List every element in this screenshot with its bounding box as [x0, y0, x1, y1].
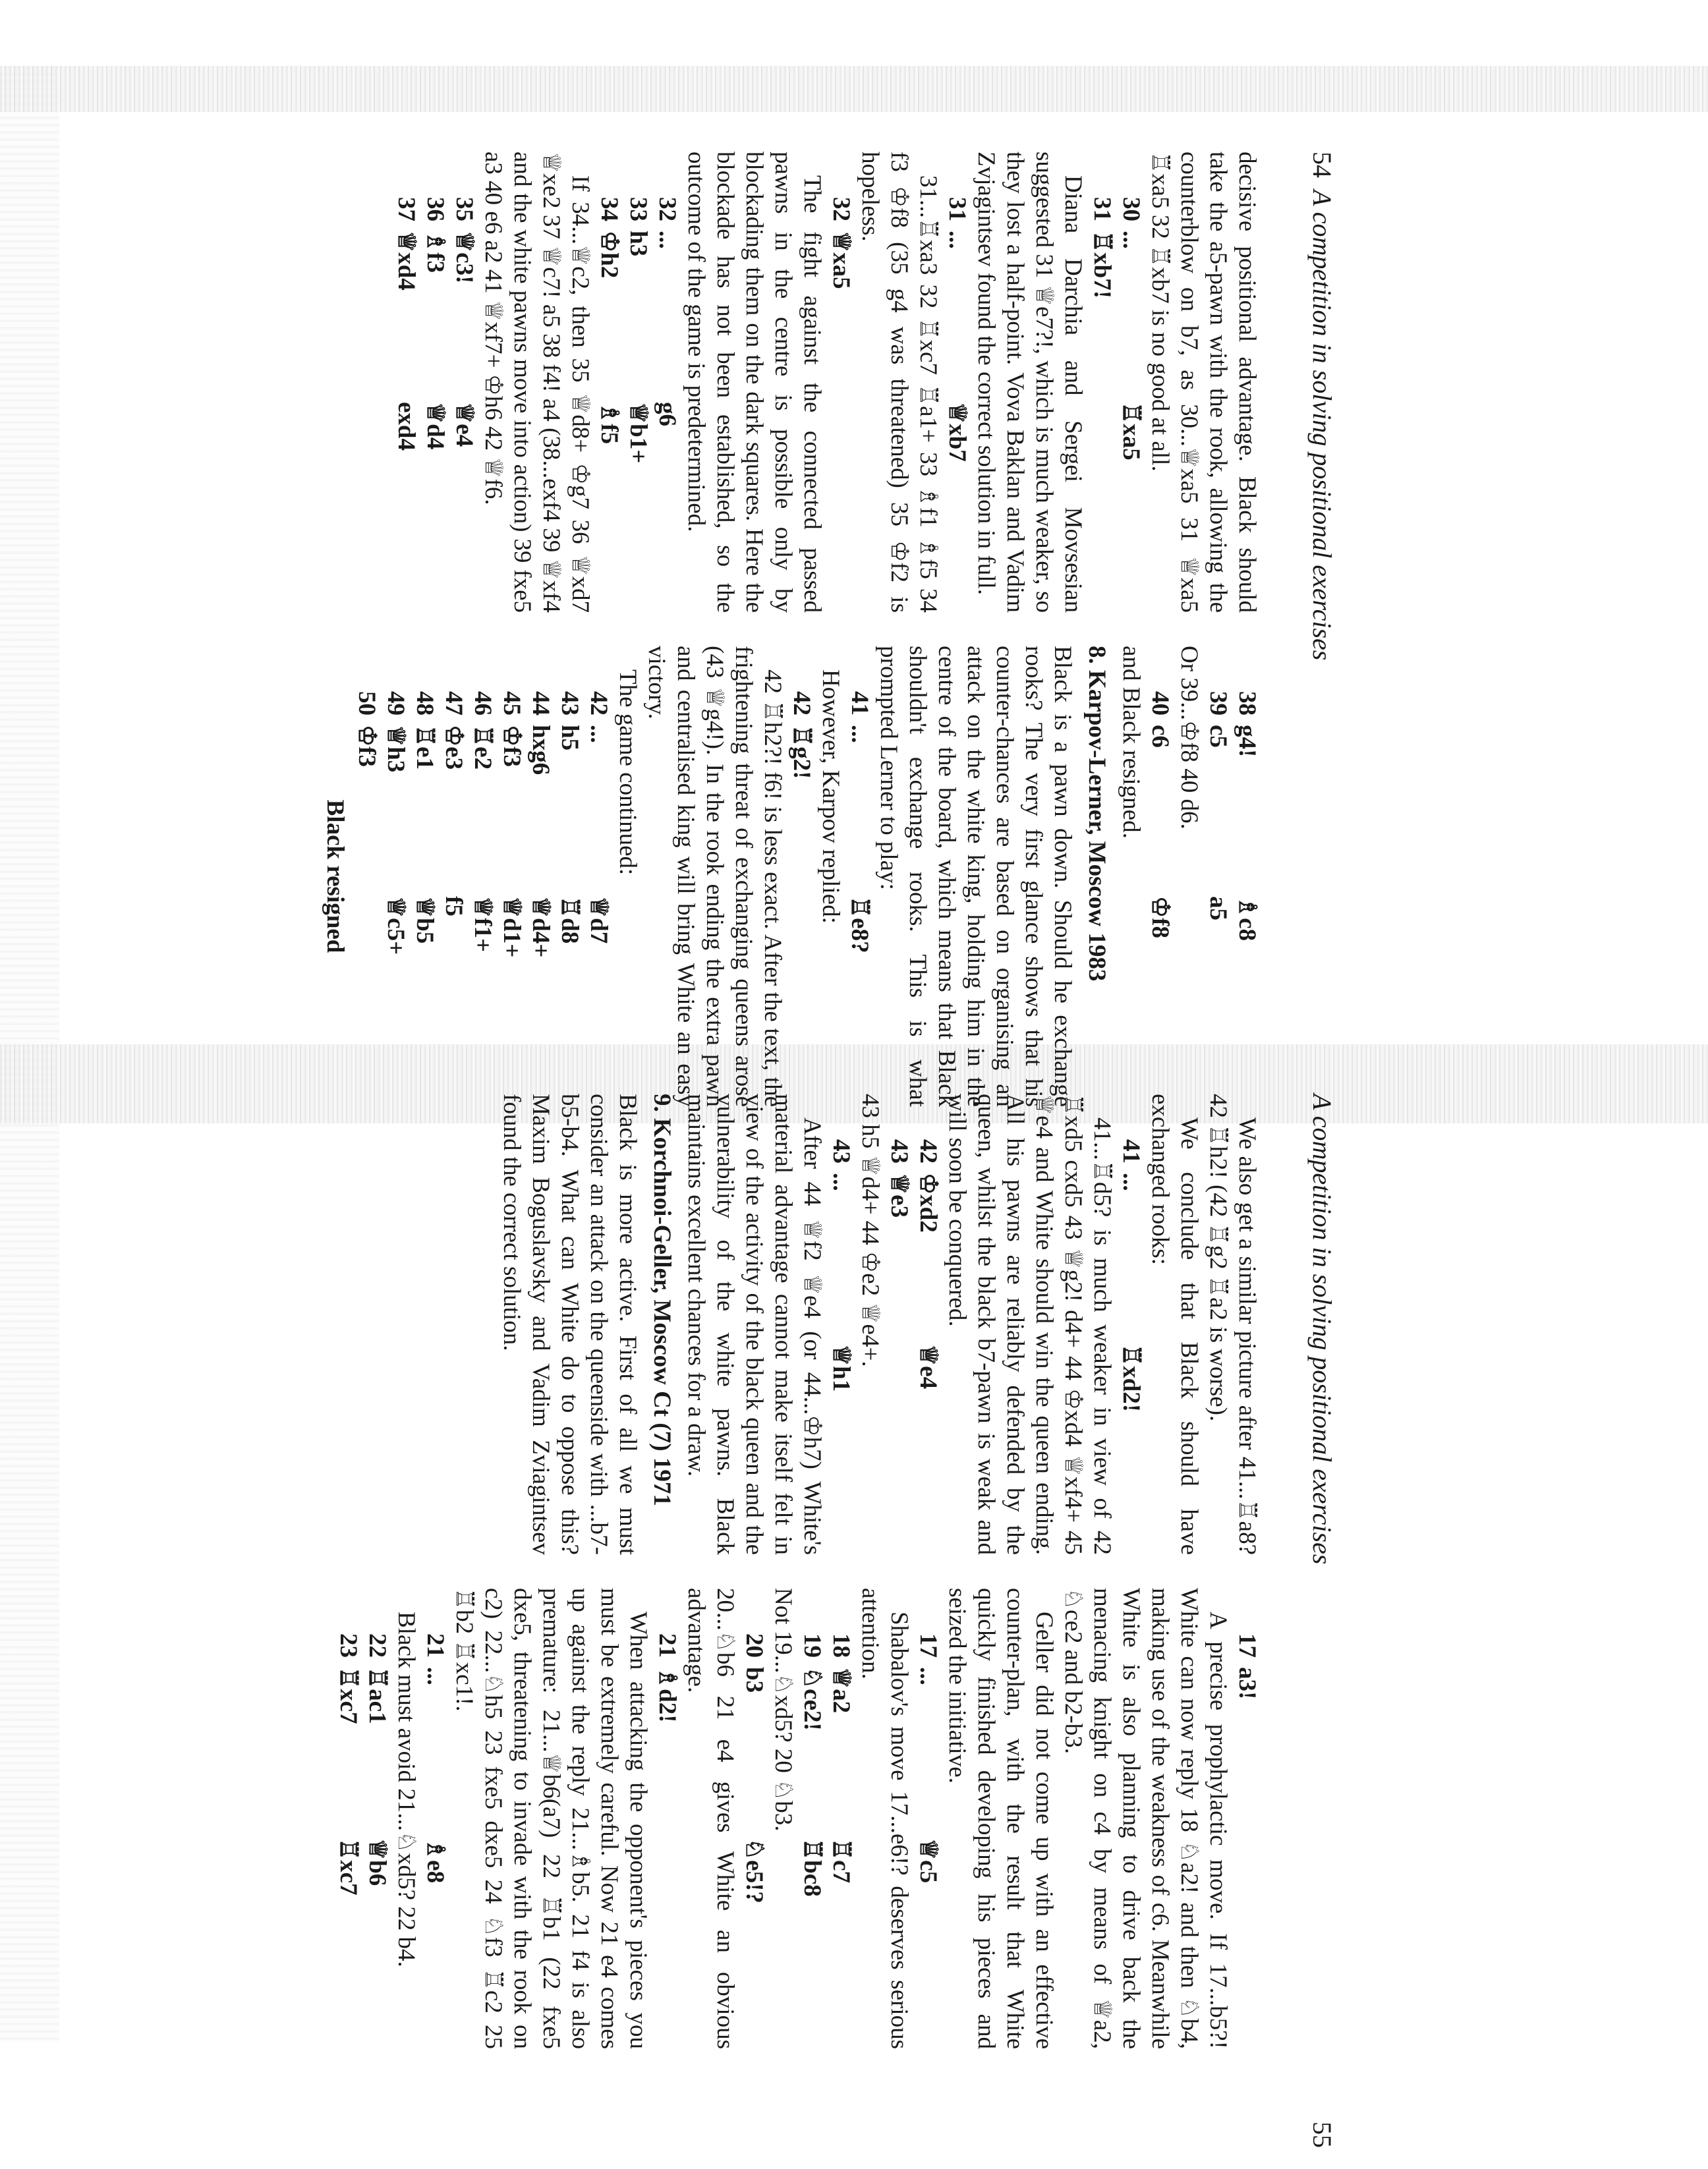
commentary-paragraph: 20...♘b6 21 e4 gives White an obvious advantage. — [682, 1588, 739, 2049]
commentary-paragraph: Not 19...♘xd5? 20 ♘b3. — [769, 1588, 797, 1832]
move-white: g4! — [1234, 725, 1261, 758]
move-line — [1232, 1608, 1261, 2049]
move-black: ♔f8 — [1146, 896, 1174, 938]
move-number: 19 — [798, 1633, 826, 1658]
move-black: ♖d8 — [555, 896, 583, 944]
commentary-paragraph: The fight against the connected passed pawns in the centre is possible only by blockading them on the dark squares. Here the blockade has not been established, so the outcome of the game is predetermined. — [682, 152, 826, 613]
page-number: 54 — [1307, 152, 1337, 178]
move-number: 45 — [498, 691, 525, 716]
commentary-paragraph: If 34...♕c2, then 35 ♕d8+ ♔g7 36 ♕xd7 ♕xe2 37 ♕c7! a5 38 f4! a4 (38...exf4 39 ♕xf4 and the white pawns move into action) 39 fxe5 a3 40 e6 a2 41 ♕xf7+ ♔h6 42 ♕f6. — [479, 152, 594, 613]
move-line — [1116, 1113, 1145, 1555]
move-number: 42 — [584, 691, 612, 716]
move-white: ♖ac1 — [363, 1667, 391, 1724]
move-line — [845, 665, 874, 1107]
move-number: 50 — [353, 691, 380, 716]
move-line — [420, 1608, 449, 2049]
move-white: c5 — [1204, 725, 1232, 748]
move-line — [333, 1608, 362, 2049]
text-column-1 — [333, 1094, 1262, 1555]
move-black — [352, 896, 381, 1048]
commentary-paragraph: Diana Darchia and Sergei Movsesian suggested 31 ♕e7?!, which is much weaker, so they lost a half-point. Vova Baklan and Vadim Zvjagintsev found the correct solution in full. — [972, 152, 1087, 613]
move-number: 49 — [382, 691, 409, 716]
commentary-paragraph: Black is more active. First of all we must consider an attack on the queenside with ...b7-b5-b4. What can White do to oppose this? Maxim Boguslavsky and Vadim Zviagintsev found the correct solution. — [498, 1094, 641, 1555]
running-head-title: A competition in solving positional exercises — [1307, 1094, 1337, 1565]
move-line — [594, 171, 623, 613]
move-black: ♗e8 — [421, 1838, 449, 1884]
running-head — [1301, 1094, 1338, 2148]
move-black: ♗f5 — [595, 402, 623, 444]
commentary-paragraph: After 44 ♕f2 ♕e4 (or 44...♔h7) White's material advantage cannot make itself felt in view of the activity of the black queen and the vulnerability of the white pawns. Black maintains excellent chances for a draw. — [682, 1094, 826, 1555]
move-number: 31 — [943, 197, 971, 221]
move-white: ... — [1117, 1173, 1145, 1191]
move-black: ♕c5+ — [382, 896, 409, 955]
move-black: ♕xb7 — [943, 402, 971, 462]
move-black: ♕f1+ — [469, 896, 496, 953]
move-black: ♕d4+ — [527, 896, 554, 958]
move-black — [787, 896, 816, 1048]
book-page-left — [0, 152, 1338, 1206]
move-white: a3! — [1234, 1667, 1261, 1700]
move-black: a5 — [1204, 896, 1232, 920]
move-number: 33 — [624, 197, 652, 221]
move-number: 42 — [787, 691, 815, 716]
move-black: ♖bc8 — [798, 1838, 826, 1897]
move-number: 39 — [1204, 691, 1232, 716]
move-white: h5 — [555, 725, 583, 751]
commentary-paragraph: We conclude that Black should have exchanged rooks: — [1146, 1094, 1203, 1555]
commentary-paragraph: Black is a pawn down. Should he exchange rooks? The very first glance shows that his counter-chances are based on organising an attack on the white king, holding him in the centre of the board, which means that Black shouldn't exchange rooks. This is what prompted Lerner to play: — [874, 646, 1076, 1107]
move-line — [942, 171, 971, 613]
move-white: ♕xd4 — [392, 231, 420, 291]
move-number: 20 — [740, 1633, 768, 1658]
commentary-paragraph: 41...♖d5? is much weaker in view of 42 ♖xd5 cxd5 43 ♕g2! d4+ 44 ♔xd4 ♕xf4+ 45 ♕e4 and White should win the queen ending. All his pawns are reliably defended by the queen, whilst the black b7-pawn is weak and will soon be conquered. — [943, 1094, 1116, 1555]
move-line — [826, 1608, 855, 2049]
move-line — [1087, 171, 1116, 613]
text-columns — [320, 152, 1262, 1206]
move-line — [449, 171, 478, 613]
move-white: b3 — [740, 1667, 768, 1693]
move-line — [555, 665, 584, 1107]
text-columns — [333, 1094, 1262, 2148]
move-line — [623, 171, 652, 613]
move-white: hxg6 — [527, 725, 554, 775]
move-number: 47 — [440, 691, 467, 716]
move-number: 46 — [469, 691, 496, 716]
move-number: 17 — [1234, 1633, 1261, 1658]
move-white: ... — [914, 1667, 942, 1685]
commentary-paragraph: and Black resigned. — [1117, 646, 1145, 839]
move-number: 21 — [653, 1633, 681, 1658]
move-number: 48 — [411, 691, 438, 716]
move-black: ♖xd2! — [1117, 1344, 1145, 1413]
commentary-paragraph: 42 ♖h2?! f6! is less exact. After the text, the frightening threat of exchanging queens arose (43 ♕g4!). In the rook ending the extra pawn and centralised king will bring White an easy victory. — [642, 646, 786, 1107]
move-number: 44 — [527, 691, 554, 716]
commentary-paragraph: 31...♖xa3 32 ♖xc7 ♖a1+ 33 ♗f1 ♗f5 34 f3 ♔f8 (35 g4 was threatened) 35 ♔f2 is hopeless. — [856, 152, 942, 613]
commentary-paragraph: The game continued: — [613, 669, 641, 876]
commentary-paragraph: Geller did not come up with an effective counter-plan, with the result that White quickly finished developing his pieces and seized the initiative. — [943, 1588, 1058, 2049]
move-white: ... — [827, 1173, 855, 1191]
move-black: ♖c7 — [827, 1838, 855, 1884]
move-number: 34 — [595, 197, 623, 221]
move-black: ♖e8? — [845, 896, 873, 953]
move-line — [526, 665, 555, 1107]
move-number: 43 — [885, 1139, 913, 1164]
move-black: ♗c8 — [1234, 896, 1261, 942]
move-white: ♖g2! — [787, 725, 815, 779]
commentary-paragraph: When attacking the opponent's pieces you must be extremely careful. Now 21 e4 comes up against the reply 21...♗b5. 21 f4 is also premature: 21...♕b6(a7) 22 ♖b1 (22 fxe5 dxe5, threatening to invade with the rook on c2) 22...♘h5 23 fxe5 dxe5 24 ♘f3 ♖c2 25 ♖b2 ♖xc1!. — [450, 1588, 652, 2049]
move-black: ♘e5!? — [740, 1838, 768, 1903]
move-line — [884, 1113, 913, 1555]
move-white: ♗f3 — [421, 231, 449, 273]
move-number: 21 — [421, 1633, 449, 1658]
move-line — [410, 665, 439, 1107]
move-white: ♔f3 — [498, 725, 525, 767]
move-line — [739, 1608, 768, 2049]
result-line: Black resigned — [321, 799, 349, 953]
book-page-right — [0, 1094, 1338, 2148]
move-number: 30 — [1117, 197, 1145, 221]
move-number: 32 — [827, 197, 855, 221]
commentary-paragraph: However, Karpov replied: — [816, 669, 844, 924]
running-head-title: A competition in solving positional exercises — [1307, 190, 1337, 661]
move-number: 22 — [363, 1633, 391, 1658]
game-heading: 9. Korchnoi-Geller, Moscow Ct (7) 1971 — [648, 1094, 675, 1506]
move-white: ... — [421, 1667, 449, 1685]
page-number: 55 — [1307, 2122, 1337, 2148]
move-line — [787, 665, 816, 1107]
move-number: 18 — [827, 1633, 855, 1658]
move-line — [352, 665, 381, 1107]
move-black: ♖xc7 — [334, 1838, 362, 1896]
move-black — [884, 1344, 913, 1496]
move-black: ♕e4 — [450, 402, 478, 447]
scan-noise-top — [0, 66, 1708, 112]
move-white: ... — [1117, 231, 1145, 249]
move-number: 41 — [845, 691, 873, 716]
move-line — [391, 171, 420, 613]
move-white: ♕e3 — [885, 1173, 913, 1218]
move-white: ♕h3 — [382, 725, 409, 773]
move-white: ♕a2 — [827, 1667, 855, 1714]
move-black: ♕e4 — [914, 1344, 942, 1390]
move-line — [1232, 665, 1261, 1107]
move-white: ... — [943, 231, 971, 249]
move-number: 23 — [334, 1633, 362, 1658]
text-column-2 — [333, 1588, 1262, 2049]
move-white: ... — [584, 725, 612, 743]
move-white: ♔xd2 — [914, 1173, 942, 1233]
text-column-2 — [320, 646, 1262, 1107]
move-line — [797, 1608, 826, 2049]
commentary-paragraph: A precise prophylactic move. If 17...b5?! White can now reply 18 ♘a2! and then ♘b4, making use of the weakness of c6. Meanwhile White is also planning to drive back the menacing knight on c4 by means of ♕a2, ♘ce2 and b2-b3. — [1059, 1588, 1232, 2049]
move-white: ♔f3 — [353, 725, 380, 767]
move-number: 43 — [827, 1139, 855, 1164]
move-black — [1087, 402, 1116, 553]
move-black: ♕d1+ — [498, 896, 525, 958]
move-white: ♖e2 — [469, 725, 496, 770]
move-line — [652, 171, 681, 613]
move-white: ... — [653, 231, 681, 249]
move-black: ♕c5 — [914, 1838, 942, 1884]
move-number: 37 — [392, 197, 420, 221]
move-white: ♕c3! — [450, 231, 478, 284]
move-line — [913, 1113, 942, 1555]
move-black: ♕d4 — [421, 402, 449, 450]
move-line — [826, 171, 855, 613]
move-line — [497, 665, 526, 1107]
move-white: c6 — [1146, 725, 1174, 748]
move-line — [652, 1608, 681, 2049]
commentary-paragraph: Shabalov's move 17...e6!? deserves serious attention. — [856, 1588, 913, 2049]
commentary-paragraph: decisive positional advantage. Black should take the a5-pawn with the rook, allowing the counterblow on b7, as 30...♕xa5 31 ♕xa5 ♖xa5 32 ♖xb7 is no good at all. — [1146, 152, 1261, 613]
move-black: ♖xa5 — [1117, 402, 1145, 461]
move-black: f5 — [440, 896, 467, 916]
move-black — [652, 1838, 681, 1990]
move-white: ♖xb7! — [1088, 231, 1116, 299]
move-white: ♔e3 — [440, 725, 467, 770]
move-line — [381, 665, 410, 1107]
move-number: 38 — [1234, 691, 1261, 716]
move-number: 41 — [1117, 1139, 1145, 1164]
move-number: 32 — [653, 197, 681, 221]
move-number: 35 — [450, 197, 478, 221]
move-white: ... — [845, 725, 873, 743]
move-white: ♗d2! — [653, 1667, 681, 1723]
move-line — [468, 665, 497, 1107]
move-black: ♕d7 — [584, 896, 612, 944]
move-white: ♔h2 — [595, 231, 623, 279]
commentary-paragraph: Black must avoid 21...♘xd5? 22 b4. — [392, 1612, 420, 1967]
move-number: 43 — [555, 691, 583, 716]
move-line — [1116, 171, 1145, 613]
move-black — [826, 402, 855, 553]
move-number: 42 — [914, 1139, 942, 1164]
move-number: 36 — [421, 197, 449, 221]
move-number: 40 — [1146, 691, 1174, 716]
move-white: ♖e1 — [411, 725, 438, 770]
move-black: ♕b6 — [363, 1838, 391, 1886]
move-number: 31 — [1088, 197, 1116, 221]
text-column-1 — [320, 152, 1262, 613]
move-white: ♘ce2! — [798, 1667, 826, 1731]
move-white: ♕xa5 — [827, 231, 855, 289]
running-head — [1301, 152, 1338, 1206]
commentary-paragraph: 43 h5 ♕d4+ 44 ♔e2 ♕e4+. — [856, 1094, 884, 1367]
move-white: h3 — [624, 231, 652, 257]
move-black: ♕b1+ — [624, 402, 652, 464]
move-black: g6 — [653, 402, 681, 426]
move-line — [439, 665, 468, 1107]
move-black: exd4 — [392, 402, 420, 451]
commentary-paragraph: We also get a similar picture after 41...♖a8? 42 ♖h2! (42 ♖g2 ♖a2 is worse). — [1204, 1094, 1261, 1555]
move-line — [826, 1113, 855, 1555]
move-black: ♕b5 — [411, 896, 438, 944]
move-white: ♖xc7 — [334, 1667, 362, 1724]
move-line — [362, 1608, 391, 2049]
move-black — [1232, 1838, 1261, 1990]
move-number: 17 — [914, 1633, 942, 1658]
move-line — [1145, 665, 1174, 1107]
move-line — [420, 171, 449, 613]
game-heading: 8. Karpov-Lerner, Moscow 1983 — [1083, 646, 1110, 982]
commentary-paragraph: Or 39...♔f8 40 d6. — [1175, 646, 1203, 830]
move-line — [1203, 665, 1232, 1107]
move-line — [584, 665, 613, 1107]
move-black: ♕h1 — [827, 1344, 855, 1392]
move-line — [913, 1608, 942, 2049]
